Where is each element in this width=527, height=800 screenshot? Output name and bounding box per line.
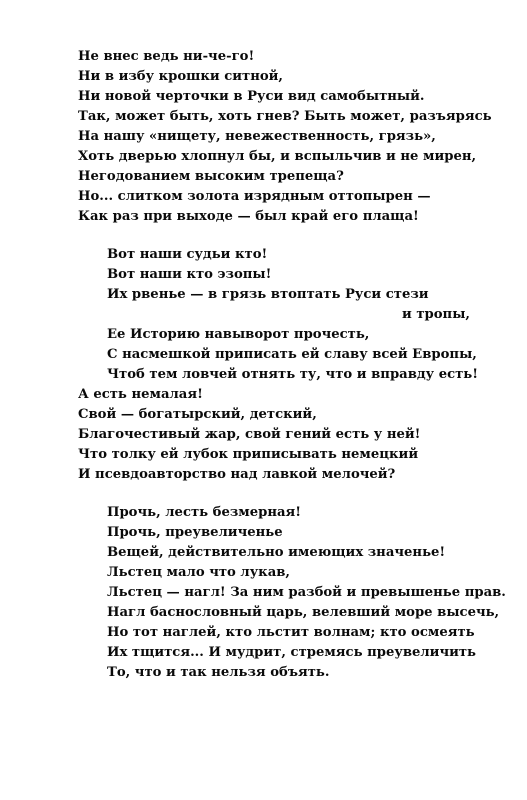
poem-line: Льстец мало что лукав, [107,565,290,580]
poem-line: Вот наши кто эзопы! [107,267,272,282]
poem-line: Ее Историю навыворот прочесть, [107,327,370,342]
poem-line: Что толку ей лубок приписывать немецкий [78,447,419,462]
poem-line: Льстец — нагл! За ним разбой и превышенье прав. [107,585,506,600]
poem-line: Чтоб тем ловчей отнять ту, что и вправду есть! [107,367,479,382]
poem-line: Так, может быть, хоть гнев? Быть может, разъярясь [78,109,492,124]
poem-line: Прочь, преувеличенье [107,525,283,540]
poem-line: Их рвенье — в грязь втоптать Руси стези [107,287,429,302]
poem-line: На нашу «нищету, невежественность, грязь», [78,129,436,144]
poem-line: А есть немалая! [78,387,203,402]
poem-line: Но... слитком золота изрядным оттопырен — [78,189,431,204]
poem-line: Негодованием высоким трепеща? [78,169,344,184]
poem-line: Ни в избу крошки ситной, [78,69,284,84]
poem-line: С насмешкой приписать ей славу всей Европы, [107,347,477,362]
poem-line: То, что и так нельзя объять. [107,665,330,680]
poem-line: Благочестивый жар, свой гений есть у ней! [78,427,421,442]
poem-line: Но тот наглей, кто льстит волнам; кто осмеять [107,625,475,640]
poem-line: Как раз при выходе — был край его плаща! [78,209,419,224]
poem-line: И псевдоавторство над лавкой мелочей? [78,467,396,482]
poem-line: Свой — богатырский, детский, [78,407,317,422]
poem-line: Нагл баснословный царь, велевший море высечь, [107,605,500,620]
poem-line: Вот наши судьи кто! [107,247,268,262]
poem-line: Вещей, действительно имеющих значенье! [107,545,446,560]
poem-line: и тропы, [402,307,471,322]
poem-line: Не внес ведь ни-че-го! [78,49,255,64]
poem-line: Хоть дверью хлопнул бы, и вспыльчив и не мирен, [78,149,477,164]
poem-line: Ни новой черточки в Руси вид самобытный. [78,89,425,104]
poem-line: Их тщится... И мудрит, стремясь преувеличить [107,645,477,660]
poem-line: Прочь, лесть безмерная! [107,505,302,520]
